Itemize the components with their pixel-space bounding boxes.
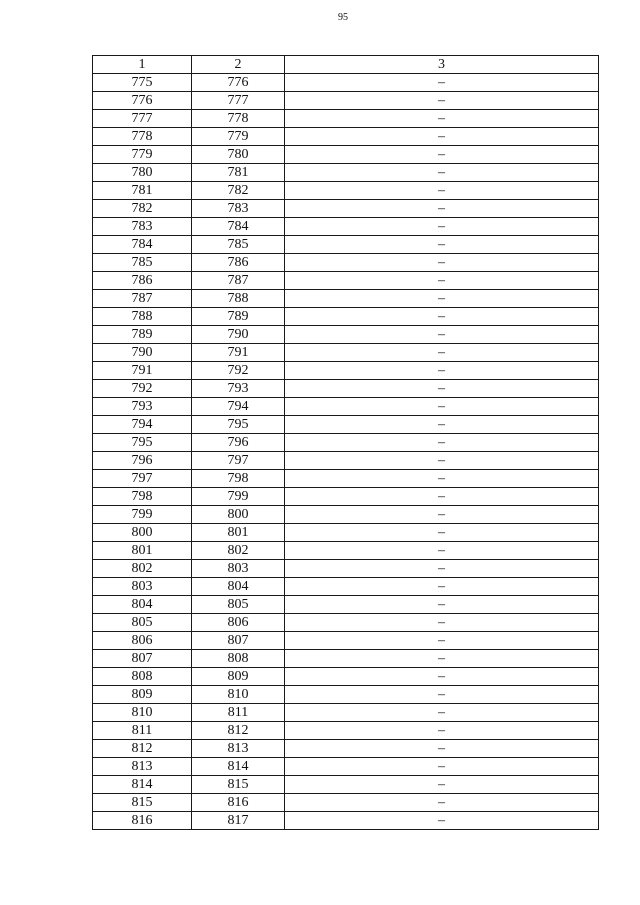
table-header-row bbox=[93, 56, 599, 74]
table-row bbox=[93, 740, 599, 758]
table-cell-col-3: – bbox=[285, 164, 599, 182]
table-row bbox=[93, 452, 599, 470]
table-row bbox=[93, 200, 599, 218]
table-cell-col-1: 779 bbox=[93, 146, 192, 164]
table-cell-col-2: 786 bbox=[192, 254, 285, 272]
table-cell-col-3: – bbox=[285, 776, 599, 794]
table-cell-col-3: – bbox=[285, 236, 599, 254]
table-cell-col-3: – bbox=[285, 416, 599, 434]
table-row bbox=[93, 110, 599, 128]
table-row bbox=[93, 434, 599, 452]
table-cell-col-1: 798 bbox=[93, 488, 192, 506]
table-cell-col-2: 816 bbox=[192, 794, 285, 812]
table-cell-col-1: 800 bbox=[93, 524, 192, 542]
table-cell-col-2: 801 bbox=[192, 524, 285, 542]
table-cell-col-1: 803 bbox=[93, 578, 192, 596]
table-cell-col-1: 796 bbox=[93, 452, 192, 470]
table-cell-col-2: 797 bbox=[192, 452, 285, 470]
table-cell-col-1: 805 bbox=[93, 614, 192, 632]
table-cell-col-1: 790 bbox=[93, 344, 192, 362]
table-body bbox=[93, 74, 599, 830]
table-row bbox=[93, 686, 599, 704]
table-cell-col-3: – bbox=[285, 200, 599, 218]
table-cell-col-2: 807 bbox=[192, 632, 285, 650]
table-cell-col-3: – bbox=[285, 254, 599, 272]
table-cell-col-2: 799 bbox=[192, 488, 285, 506]
table-cell-col-2: 788 bbox=[192, 290, 285, 308]
table-cell-col-3: – bbox=[285, 290, 599, 308]
table-row bbox=[93, 218, 599, 236]
table-cell-col-2: 794 bbox=[192, 398, 285, 416]
table-row bbox=[93, 542, 599, 560]
table-cell-col-2: 798 bbox=[192, 470, 285, 488]
table-cell-col-1: 810 bbox=[93, 704, 192, 722]
table-cell-col-1: 782 bbox=[93, 200, 192, 218]
table-row bbox=[93, 776, 599, 794]
table-cell-col-1: 795 bbox=[93, 434, 192, 452]
table-row bbox=[93, 794, 599, 812]
table-cell-col-2: 784 bbox=[192, 218, 285, 236]
table-cell-col-2: 776 bbox=[192, 74, 285, 92]
table-row bbox=[93, 488, 599, 506]
table-row bbox=[93, 722, 599, 740]
table-row bbox=[93, 596, 599, 614]
table-cell-col-2: 785 bbox=[192, 236, 285, 254]
table-row bbox=[93, 632, 599, 650]
table-cell-col-1: 777 bbox=[93, 110, 192, 128]
table-row bbox=[93, 524, 599, 542]
table-row bbox=[93, 146, 599, 164]
table-row bbox=[93, 758, 599, 776]
table-cell-col-1: 778 bbox=[93, 128, 192, 146]
table-cell-col-1: 809 bbox=[93, 686, 192, 704]
table-cell-col-2: 803 bbox=[192, 560, 285, 578]
table-cell-col-3: – bbox=[285, 524, 599, 542]
table-cell-col-2: 778 bbox=[192, 110, 285, 128]
column-header-2: 2 bbox=[192, 56, 285, 74]
table-cell-col-2: 787 bbox=[192, 272, 285, 290]
table-cell-col-3: – bbox=[285, 740, 599, 758]
table-cell-col-3: – bbox=[285, 686, 599, 704]
table-cell-col-3: – bbox=[285, 506, 599, 524]
table-cell-col-2: 817 bbox=[192, 812, 285, 830]
table-cell-col-3: – bbox=[285, 470, 599, 488]
table-cell-col-1: 811 bbox=[93, 722, 192, 740]
table-cell-col-2: 809 bbox=[192, 668, 285, 686]
table-cell-col-1: 781 bbox=[93, 182, 192, 200]
table-cell-col-1: 789 bbox=[93, 326, 192, 344]
table-row bbox=[93, 812, 599, 830]
table-row bbox=[93, 650, 599, 668]
table-cell-col-1: 815 bbox=[93, 794, 192, 812]
table-cell-col-3: – bbox=[285, 434, 599, 452]
table-row bbox=[93, 560, 599, 578]
table-cell-col-2: 780 bbox=[192, 146, 285, 164]
table-cell-col-2: 777 bbox=[192, 92, 285, 110]
table-cell-col-2: 813 bbox=[192, 740, 285, 758]
table-cell-col-3: – bbox=[285, 668, 599, 686]
table-cell-col-3: – bbox=[285, 560, 599, 578]
table-cell-col-2: 811 bbox=[192, 704, 285, 722]
table-cell-col-1: 801 bbox=[93, 542, 192, 560]
table-cell-col-2: 805 bbox=[192, 596, 285, 614]
table-cell-col-2: 806 bbox=[192, 614, 285, 632]
table-cell-col-2: 790 bbox=[192, 326, 285, 344]
table-cell-col-2: 800 bbox=[192, 506, 285, 524]
table-row bbox=[93, 380, 599, 398]
table-cell-col-3: – bbox=[285, 578, 599, 596]
table-cell-col-1: 812 bbox=[93, 740, 192, 758]
table-cell-col-1: 775 bbox=[93, 74, 192, 92]
table-cell-col-1: 816 bbox=[93, 812, 192, 830]
table-row bbox=[93, 308, 599, 326]
table-cell-col-2: 781 bbox=[192, 164, 285, 182]
table-cell-col-2: 795 bbox=[192, 416, 285, 434]
table-cell-col-2: 783 bbox=[192, 200, 285, 218]
data-table bbox=[92, 55, 599, 830]
table-cell-col-3: – bbox=[285, 218, 599, 236]
table-cell-col-2: 812 bbox=[192, 722, 285, 740]
table-cell-col-3: – bbox=[285, 722, 599, 740]
table-cell-col-1: 813 bbox=[93, 758, 192, 776]
table-cell-col-3: – bbox=[285, 308, 599, 326]
table-cell-col-2: 802 bbox=[192, 542, 285, 560]
table-cell-col-3: – bbox=[285, 704, 599, 722]
table-cell-col-1: 787 bbox=[93, 290, 192, 308]
table-row bbox=[93, 668, 599, 686]
table-cell-col-3: – bbox=[285, 74, 599, 92]
table-cell-col-1: 794 bbox=[93, 416, 192, 434]
table-cell-col-1: 788 bbox=[93, 308, 192, 326]
table-cell-col-3: – bbox=[285, 542, 599, 560]
table-row bbox=[93, 326, 599, 344]
table-cell-col-2: 810 bbox=[192, 686, 285, 704]
table-cell-col-2: 796 bbox=[192, 434, 285, 452]
table-row bbox=[93, 416, 599, 434]
table-row bbox=[93, 182, 599, 200]
table-cell-col-3: – bbox=[285, 182, 599, 200]
table-cell-col-3: – bbox=[285, 614, 599, 632]
table-row bbox=[93, 344, 599, 362]
table-cell-col-1: 806 bbox=[93, 632, 192, 650]
table-cell-col-3: – bbox=[285, 758, 599, 776]
table-cell-col-2: 779 bbox=[192, 128, 285, 146]
table-cell-col-3: – bbox=[285, 344, 599, 362]
table-row bbox=[93, 578, 599, 596]
table-cell-col-2: 782 bbox=[192, 182, 285, 200]
table-cell-col-1: 804 bbox=[93, 596, 192, 614]
table-header bbox=[93, 56, 599, 74]
table-cell-col-3: – bbox=[285, 632, 599, 650]
table-row bbox=[93, 254, 599, 272]
table-cell-col-2: 793 bbox=[192, 380, 285, 398]
table-cell-col-3: – bbox=[285, 650, 599, 668]
table-row bbox=[93, 128, 599, 146]
table-cell-col-1: 785 bbox=[93, 254, 192, 272]
table-cell-col-2: 814 bbox=[192, 758, 285, 776]
table-cell-col-3: – bbox=[285, 110, 599, 128]
table-cell-col-1: 783 bbox=[93, 218, 192, 236]
table-cell-col-2: 792 bbox=[192, 362, 285, 380]
table-row bbox=[93, 506, 599, 524]
table-cell-col-3: – bbox=[285, 326, 599, 344]
table-cell-col-1: 780 bbox=[93, 164, 192, 182]
page-number: 95 bbox=[338, 12, 348, 23]
table-row bbox=[93, 92, 599, 110]
table-cell-col-3: – bbox=[285, 812, 599, 830]
table-cell-col-1: 776 bbox=[93, 92, 192, 110]
table-cell-col-1: 799 bbox=[93, 506, 192, 524]
table-cell-col-3: – bbox=[285, 128, 599, 146]
table-cell-col-2: 808 bbox=[192, 650, 285, 668]
table-cell-col-1: 784 bbox=[93, 236, 192, 254]
table-row bbox=[93, 236, 599, 254]
table-row bbox=[93, 272, 599, 290]
table-cell-col-1: 797 bbox=[93, 470, 192, 488]
table-row bbox=[93, 164, 599, 182]
table-row bbox=[93, 290, 599, 308]
table-cell-col-1: 792 bbox=[93, 380, 192, 398]
table-row bbox=[93, 398, 599, 416]
table-row bbox=[93, 614, 599, 632]
table-cell-col-3: – bbox=[285, 398, 599, 416]
table-cell-col-3: – bbox=[285, 794, 599, 812]
table-cell-col-2: 815 bbox=[192, 776, 285, 794]
table-cell-col-3: – bbox=[285, 380, 599, 398]
table-cell-col-3: – bbox=[285, 92, 599, 110]
column-header-1: 1 bbox=[93, 56, 192, 74]
table-cell-col-1: 814 bbox=[93, 776, 192, 794]
table-row bbox=[93, 704, 599, 722]
table-cell-col-1: 802 bbox=[93, 560, 192, 578]
table-cell-col-2: 804 bbox=[192, 578, 285, 596]
table-cell-col-1: 786 bbox=[93, 272, 192, 290]
table-cell-col-2: 789 bbox=[192, 308, 285, 326]
table-cell-col-1: 791 bbox=[93, 362, 192, 380]
table-cell-col-3: – bbox=[285, 272, 599, 290]
table-cell-col-3: – bbox=[285, 596, 599, 614]
table-cell-col-3: – bbox=[285, 362, 599, 380]
table-cell-col-1: 808 bbox=[93, 668, 192, 686]
table-row bbox=[93, 362, 599, 380]
column-header-3: 3 bbox=[285, 56, 599, 74]
table-cell-col-3: – bbox=[285, 488, 599, 506]
table-row bbox=[93, 470, 599, 488]
table-cell-col-3: – bbox=[285, 146, 599, 164]
table-cell-col-2: 791 bbox=[192, 344, 285, 362]
table-cell-col-1: 793 bbox=[93, 398, 192, 416]
table-row bbox=[93, 74, 599, 92]
table-cell-col-3: – bbox=[285, 452, 599, 470]
table-cell-col-1: 807 bbox=[93, 650, 192, 668]
